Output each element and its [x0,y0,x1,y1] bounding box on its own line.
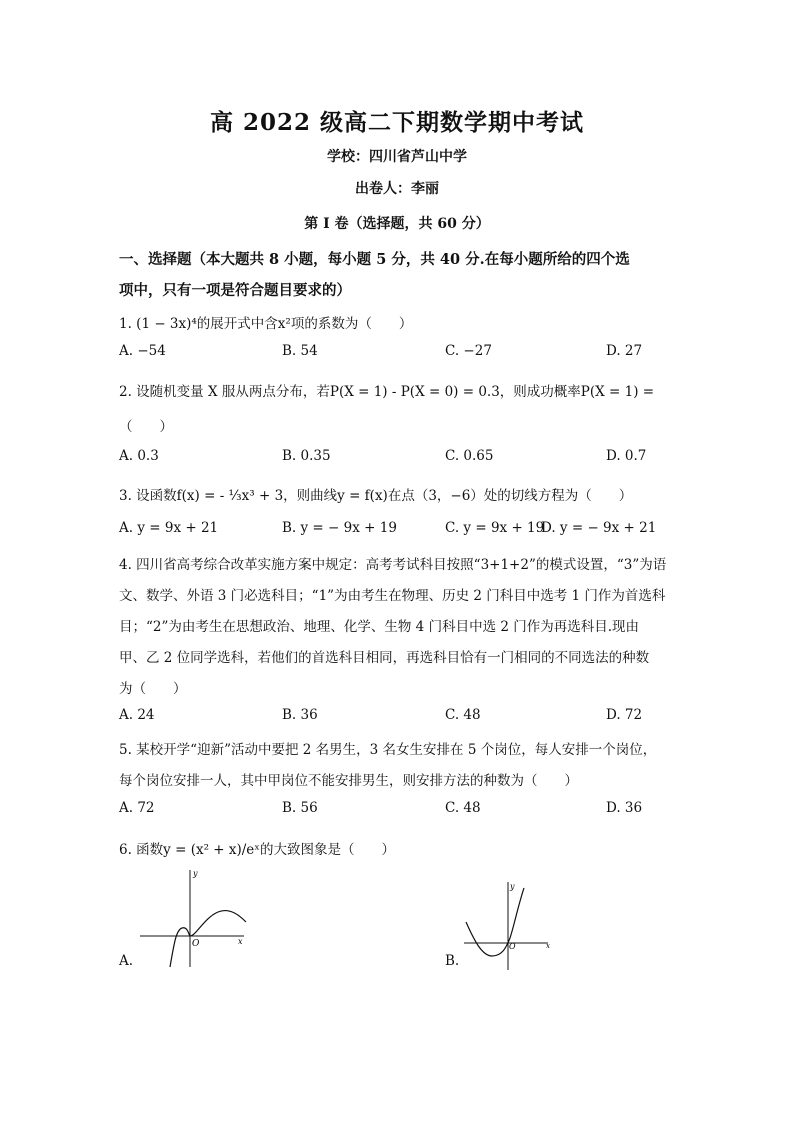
exam-title: 高 2022 级高二下期数学期中考试 [209,109,585,136]
section-heading-line-2: 项中，只有一项是符合题目要求的） [119,282,351,299]
volume-heading: 第 I 卷（选择题，共 60 分） [304,216,490,232]
q5-stem-line-1: 5. 某校开学“迎新”活动中要把 2 名男生，3 名女生安排在 5 个岗位，每人安排一个岗位， [119,742,657,758]
graph-b [460,878,560,973]
q5-stem-line-2: 每个岗位安排一人，其中甲岗位不能安排男生，则安排方法的种数为（ ） [119,773,578,789]
q2-option-a: A. 0.3 [119,448,159,464]
q5-option-d: D. 36 [606,800,643,816]
q3-option-c: C. y = 9x + 19 [445,520,545,536]
q3-option-a: A. y = 9x + 21 [119,520,219,536]
q3-stem: 3. 设函数f(x) = - ⅓x³ + 3，则曲线y = f(x)在点（3，−6）处的切线方程为（ ） [119,488,633,504]
q3-option-b: B. y = − 9x + 19 [282,520,397,536]
section-heading-line-1: 一、选择题（本大题共 8 小题，每小题 5 分，共 40 分.在每小题所给的四个选 [119,251,630,268]
q4-stem-line-4: 甲、乙 2 位同学选科，若他们的首选科目相同，再选科目恰有一门相同的不同选法的种数 [119,650,650,666]
q4-stem-line-5: 为（ ） [119,681,187,697]
q2-stem-line-2: （ ） [119,419,173,435]
q6-option-a: A. [119,953,134,969]
q2-stem-line-1: 2. 设随机变量 X 服从两点分布，若P(X = 1) - P(X = 0) = 0.3，则成功概率P(X = 1) = [119,384,655,400]
q2-option-b: B. 0.35 [282,448,331,464]
q6-stem: 6. 函数y = (x² + x)/eˣ的大致图象是（ ） [119,842,396,858]
q5-option-c: C. 48 [445,800,481,816]
q1-option-b: B. 54 [282,343,318,359]
graph-a-origin-label: O [192,939,200,949]
graph-a-y-label: y [193,869,198,878]
graph-b-x-label: x [546,942,550,950]
school-line: 学校：四川省芦山中学 [327,149,467,165]
graph-b-y-label: y [510,882,515,891]
author-line: 出卷人：李丽 [355,181,439,197]
q2-option-d: D. 0.7 [606,448,647,464]
q1-option-a: A. −54 [119,343,166,359]
q1-stem: 1. (1 − 3x)⁴的展开式中含x²项的系数为（ ） [119,316,413,332]
q3-option-d: D. y = − 9x + 21 [541,520,657,536]
q4-option-d: D. 72 [606,707,643,723]
q4-stem-line-3: 目；“2”为由考生在思想政治、地理、化学、生物 4 门科目中选 2 门作为再选科目.现由 [119,619,640,635]
q5-option-b: B. 56 [282,800,318,816]
q4-option-c: C. 48 [445,707,481,723]
q4-option-b: B. 36 [282,707,318,723]
q6-option-b: B. [445,953,460,969]
graph-a [134,864,254,969]
q5-option-a: A. 72 [119,800,155,816]
graph-a-x-label: x [238,937,243,946]
q2-option-c: C. 0.65 [445,448,494,464]
q4-option-a: A. 24 [119,707,155,723]
q1-option-c: C. −27 [445,343,492,359]
q1-option-d: D. 27 [606,343,643,359]
q4-stem-line-2: 文、数学、外语 3 门必选科目；“1”为由考生在物理、历史 2 门科目中选考 1 门作为首选科 [119,588,666,604]
graph-b-origin-label: O [509,942,516,951]
q4-stem-line-1: 4. 四川省高考综合改革实施方案中规定：高考考试科目按照“3+1+2”的模式设置，“3”为语 [119,557,667,573]
